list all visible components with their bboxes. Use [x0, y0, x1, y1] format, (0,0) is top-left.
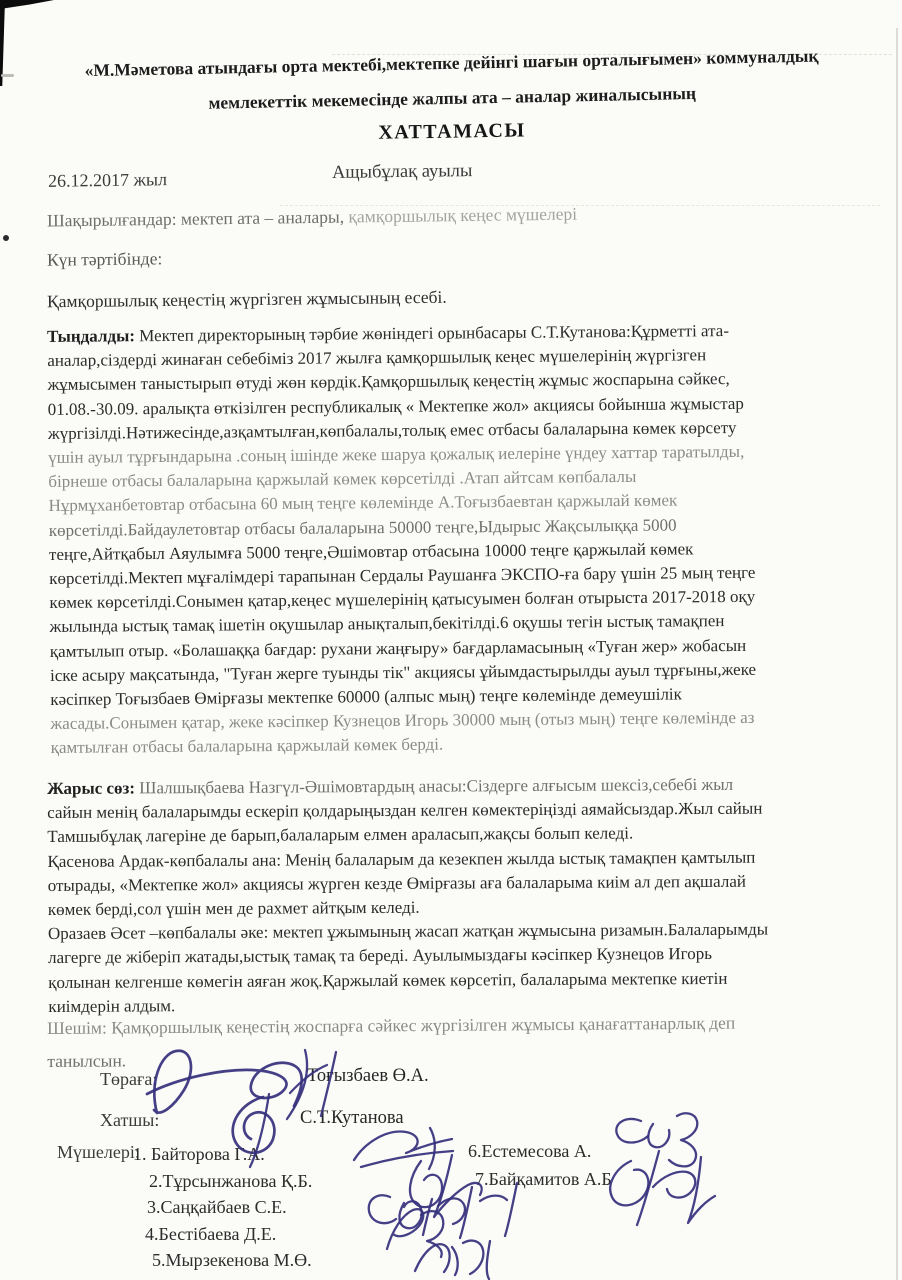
paragraph-line: кәсіпкер Тоғызбаев Өмірғазы мектепке 60000 (алпыс мың) теңге көлемінде демеушілік — [50, 684, 682, 710]
paragraph-line: Тыңдалды: Мектеп директорының тәрбие жөніндегі орынбасары С.Т.Кутанова:Құрметті ата- — [47, 321, 730, 346]
decision-line-2: танылсын. — [47, 1050, 127, 1071]
chairman-label: Төраға: — [100, 1069, 158, 1089]
member-signature-4 — [387, 1209, 443, 1257]
meeting-place: Ащыбұлақ ауылы — [331, 161, 473, 183]
speeches-paragraph — [47, 773, 769, 1019]
listened-paragraph — [47, 319, 757, 761]
paragraph-line: іске асыру мақсатында, "Туған жерге туынды тік" акциясы ұйымдастырылды ауыл тұрғыны,жеке — [49, 659, 757, 685]
member-signature-7 — [610, 1151, 715, 1225]
paragraph-line: қамтылған отбасы балаларына қаржылай көмек берді. — [50, 735, 444, 758]
agenda-label: Күн тәртібінде: — [46, 248, 163, 270]
member-item: 3.Саңқайбаев С.Е. — [147, 1197, 287, 1218]
paragraph-line: Жарыс сөз: Шалшықбаева Назгүл-Әшімовтардың анасы:Сіздерге алғысым шексіз,себебі жыл — [47, 774, 734, 798]
scan-edge-artifact-top — [0, 0, 54, 9]
member-signature-6 — [616, 1113, 697, 1166]
chairman-name: Тоғызбаев Ө.А. — [307, 1066, 429, 1086]
paragraph-line: қолынан келгенше көмегін аяған жоқ.Қаржылай көмек көрсетіп, балаларыма мектепке киетін — [48, 968, 728, 992]
paragraph-line: жүргізілді.Нәтижесінде,азқамтылған,көпбалалы,толық емес отбасы балаларына көмек көрсету — [47, 417, 737, 443]
members-list-left — [133, 1141, 312, 1274]
paragraph-line: 01.08.-30.09. аралықта өткізілген республикалық « Мектепке жол» акциясы бойынша жұмыстар — [47, 393, 744, 419]
secretary-label: Хатшы: — [100, 1110, 160, 1130]
speeches-label: Жарыс сөз: — [47, 778, 136, 798]
paragraph-line: теңге,Айтқабыл Аяулымға 5000 теңге,Әшімовтар отбасына 10000 теңге қаржылай көмек — [48, 539, 694, 564]
member-item: 1. Байторова Г.А. — [133, 1144, 265, 1164]
scan-smudge-dash — [1, 74, 14, 77]
member-item: 6.Естемесова А. — [468, 1141, 592, 1161]
member-signature-1 — [354, 1128, 453, 1169]
paragraph-line: жұмысымен таныстырып өтуді жөн көрдік.Қамқоршылық кеңестің жұмыс жоспарына сәйкес, — [47, 369, 730, 395]
header-line-2: мемлекеттік мекемесінде жалпы ата – аналар жиналысының — [208, 82, 697, 113]
invited-line — [47, 204, 577, 232]
members-label: Мүшелері: — [57, 1142, 140, 1162]
member-item: 5.Мырзекенова М.Ө. — [152, 1250, 312, 1271]
paragraph-line: көрсетілді.Байдаулетовтар отбасы балаларына 50000 теңге,Ыдырыс Жақсылыққа 5000 — [48, 515, 677, 540]
paragraph-line: Тамшыбұлақ лагеріне де барып,балаларым елмен араласып,жақсы болып келеді. — [47, 823, 634, 847]
members-list-right — [468, 1137, 612, 1193]
paragraph-line: бірнеше отбасы балаларына қаржылай көмек көрсетілді .Атап айтсам көпбалалы — [48, 467, 637, 492]
paragraph-line: жасады.Сонымен қатар, жеке кәсіпкер Кузнецов Игорь 30000 мың (отыз мың) теңге көлемінде аз — [50, 708, 755, 734]
paragraph-line: үшін ауыл тұрғындарына .соның ішінде жеке шаруа қожалық иелеріне үндеу хаттар таратылды, — [48, 441, 745, 468]
member-item: 7.Байқамитов А.Б — [475, 1169, 612, 1189]
paragraph-line: көмек берді,сол үшін мен де рахмет айтқым келеді. — [47, 897, 420, 920]
paragraph-line: қамтылып отыр. «Болашаққа бағдар: рухани жаңғыру» бағдарламасының «Туған жер» жобасын — [49, 635, 747, 661]
header-line-1: «М.Мәметова атындағы орта мектебі,мектепке дейінгі шағын орталығымен» коммуналдық — [84, 45, 819, 81]
paragraph-line: Оразаев Әсет –көпбалалы әке: мектеп ұжымының жасап жатқан жұмысына ризамын.Балаларымды — [47, 919, 769, 944]
member-item: 4.Бестібаева Д.Е. — [145, 1223, 277, 1244]
document-header — [45, 38, 858, 124]
paragraph-line: Қасенова Ардак-көпбалалы ана: Менің балаларым да кезекпен жылда ыстық тамақпен қамтылып — [47, 847, 756, 871]
paragraph-line: сайын менің балаларымды ескеріп қолдарыңыздан келген көмектеріңізді аямайсыздар.Жыл сайын — [47, 798, 763, 823]
document-title: ХАТТАМАСЫ — [378, 119, 526, 144]
paragraph-line: аналар,сіздерді жинаған себебіміз 2017 жылға қамқоршылық кеңес мүшелерінің жүргізген — [47, 345, 707, 371]
agenda-item: Қамқоршылық кеңестің жүргізген жұмысының есебі. — [46, 286, 447, 312]
invited-main: Шақырылғандар: мектеп ата – аналары, — [46, 206, 345, 231]
secretary-name: С.Т.Кутанова — [300, 1108, 404, 1128]
meeting-date: 26.12.2017 жыл — [47, 169, 168, 191]
scan-ink-dot — [3, 235, 9, 241]
member-signature-5 — [415, 1241, 490, 1279]
member-item: 2.Тұрсынжанова Қ.Б. — [149, 1170, 313, 1191]
paragraph-line: Нұрмұханбетовтар отбасына 60 мың теңге көлемінде А.Тоғызбаевтан қаржылай көмек — [48, 490, 678, 516]
decision-line-1: Шешім: Қамқоршылық кеңестің жоспарға сәйкес жүргізілген жұмысы қанағаттанарлық деп — [47, 1012, 736, 1038]
paragraph-line: лагерге де жіберіп жатады,ыстық тамақ та береді. Ауылымыздағы кәсіпкер Кузнецов Игорь — [48, 944, 712, 968]
invited-faded: қамқоршылық кеңес мүшелері — [343, 203, 578, 227]
scan-edge-line-right — [896, 28, 898, 1280]
paragraph-line: көрсетілді.Мектеп мұғалімдері тарапынан Сердалы Раушанға ЭКСПО-ға бару үшін 25 мың теңге — [49, 562, 756, 589]
paragraph-line: отырады, «Мектепке жол» акциясы жүрген кезде Өмірғазы аға балаларыма киім ал деп ақшалай — [47, 871, 746, 895]
paragraph-line: киімдерін алдым. — [48, 996, 176, 1016]
paragraph-line: жылында ыстық тамақ ішетін оқушылар анықталып,бекітілді.6 оқушы тегін ыстық тамақпен — [49, 611, 725, 637]
paragraph-line: көмек көрсетілді.Сонымен қатар,кеңес мүшелерінің қатысуымен болған отырыста 2017-2018 оқу — [49, 587, 756, 613]
listened-label: Тыңдалды: — [47, 326, 136, 346]
